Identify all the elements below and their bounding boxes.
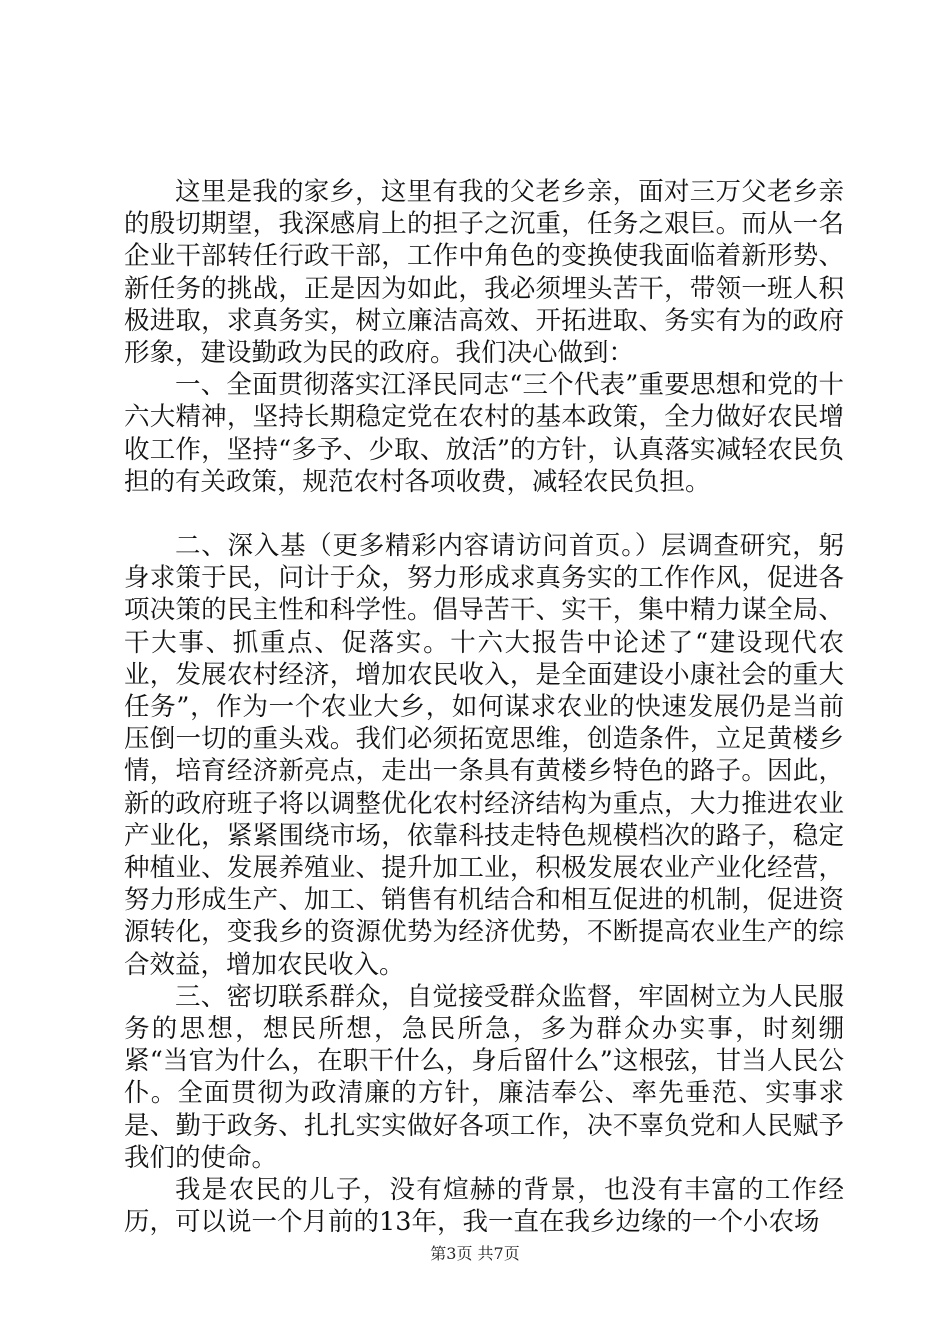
paragraph-closing: 我是农民的儿子，没有煊赫的背景，也没有丰富的工作经历，可以说一个月前的13年，我一直在我乡边缘的一个小农场: [124, 1175, 844, 1238]
paragraph-point-three: 三、密切联系群众，自觉接受群众监督，牢固树立为人民服务的思想，想民所想，急民所急，多为群众办实事，时刻绷紧“当官为什么，在职干什么，身后留什么”这根弦，甘当人民公仆。全面贯彻为政清廉的方针，廉洁奉公、率先垂范、实事求是、勤于政务、扎扎实实做好各项工作，决不辜负党和人民赋予我们的使命。: [124, 981, 844, 1173]
page-number-footer: 第3页 共7页: [430, 1244, 520, 1263]
paragraph-point-one: 一、全面贯彻落实江泽民同志“三个代表”重要思想和党的十六大精神，坚持长期稳定党在农村的基本政策，全力做好农民增收工作，坚持“多予、少取、放活”的方针，认真落实减轻农民负担的有关政策，规范农村各项收费，减轻农民负担。: [124, 370, 844, 497]
paragraph-intro: 这里是我的家乡，这里有我的父老乡亲，面对三万父老乡亲的殷切期望，我深感肩上的担子之沉重，任务之艰巨。而从一名企业干部转任行政干部，工作中角色的变换使我面临着新形势、新任务的挑战，正是因为如此，我必须埋头苦干，带领一班人积极进取，求真务实，树立廉洁高效、开拓进取、务实有为的政府形象，建设勤政为民的政府。我们决心做到：: [124, 177, 844, 369]
paragraph-point-two: 二、深入基（更多精彩内容请访问首页。）层调查研究，躬身求策于民，问计于众，努力形成求真务实的工作作风，促进各项决策的民主性和科学性。倡导苦干、实干，集中精力谋全局、干大事、抓重点、促落实。十六大报告中论述了“建设现代农业，发展农村经济，增加农民收入，是全面建设小康社会的重大任务”，作为一个农业大乡，如何谋求农业的快速发展仍是当前压倒一切的重头戏。我们必须拓宽思维，创造条件，立足黄楼乡情，培育经济新亮点，走出一条具有黄楼乡特色的路子。因此，新的政府班子将以调整优化农村经济结构为重点，大力推进农业产业化，紧紧围绕市场，依靠科技走特色规模档次的路子，稳定种植业、发展养殖业、提升加工业，积极发展农业产业化经营，努力形成生产、加工、销售有机结合和相互促进的机制，促进资源转化，变我乡的资源优势为经济优势，不断提高农业生产的综合效益，增加农民收入。: [124, 531, 844, 980]
document-body: [124, 176, 844, 1239]
